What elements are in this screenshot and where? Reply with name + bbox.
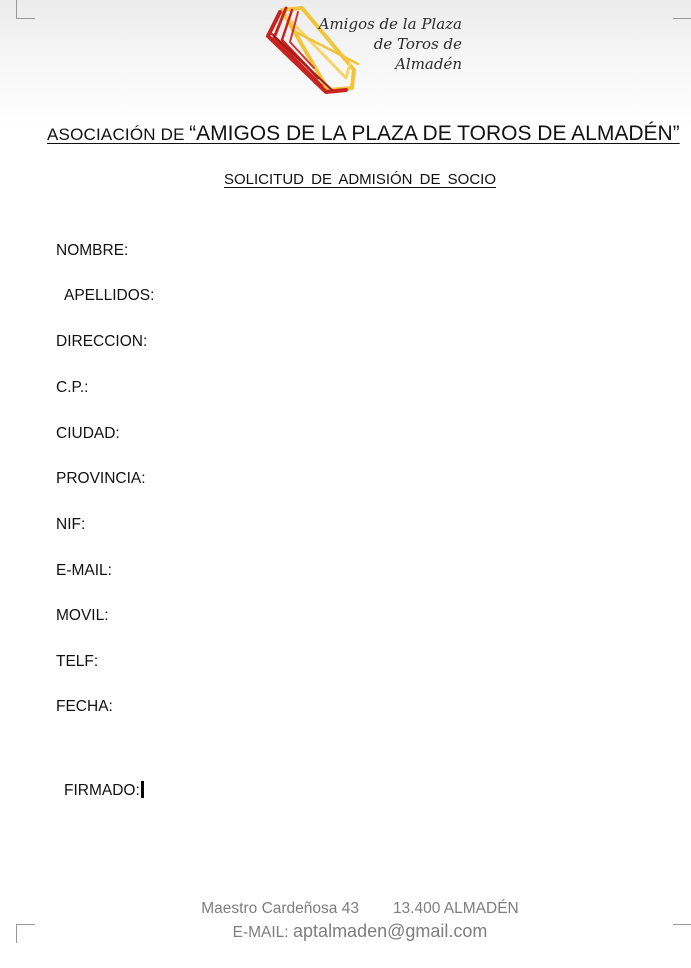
footer-postal-city: 13.400 ALMADÉN: [392, 900, 519, 917]
text-cursor: [141, 781, 144, 798]
field-label-email: E-MAIL:: [56, 562, 112, 579]
footer-street: Maestro Cardeñosa 43: [201, 900, 359, 917]
margin-mark-top-left: [16, 0, 35, 19]
footer-email-label: E-MAIL:: [232, 924, 289, 941]
footer-email-address[interactable]: aptalmaden@gmail.com: [293, 921, 488, 941]
field-label-telf: TELF:: [56, 653, 99, 670]
logo-text-line2: de Toros de Almadén: [373, 35, 462, 73]
field-label-nombre: NOMBRE:: [56, 242, 129, 259]
signature-line[interactable]: [64, 781, 144, 800]
field-label-movil: MOVIL:: [56, 607, 109, 624]
field-label-cp: C.P.:: [56, 379, 89, 396]
footer-email: [0, 921, 691, 942]
title-prefix: ASOCIACIÓN DE: [47, 125, 185, 144]
field-label-apellidos: APELLIDOS:: [64, 287, 155, 304]
document-subtitle: SOLICITUD DE ADMISIÓN DE SOCIO: [223, 171, 497, 188]
field-label-provincia: PROVINCIA:: [56, 470, 146, 487]
field-label-direccion: DIRECCION:: [56, 333, 148, 350]
signature-label: FIRMADO:: [64, 782, 140, 799]
document-title: [47, 122, 680, 146]
logo-text-line1: Amigos de la Plaza: [318, 15, 462, 33]
logo-text: [312, 14, 462, 74]
field-label-ciudad: CIUDAD:: [56, 425, 120, 442]
margin-mark-top-right: [673, 0, 691, 19]
association-logo: [262, 4, 462, 96]
field-label-fecha: FECHA:: [56, 698, 113, 715]
title-main: “AMIGOS DE LA PLAZA DE TOROS DE ALMADÉN”: [189, 122, 680, 145]
field-label-nif: NIF:: [56, 516, 86, 533]
footer-address: [0, 900, 691, 918]
